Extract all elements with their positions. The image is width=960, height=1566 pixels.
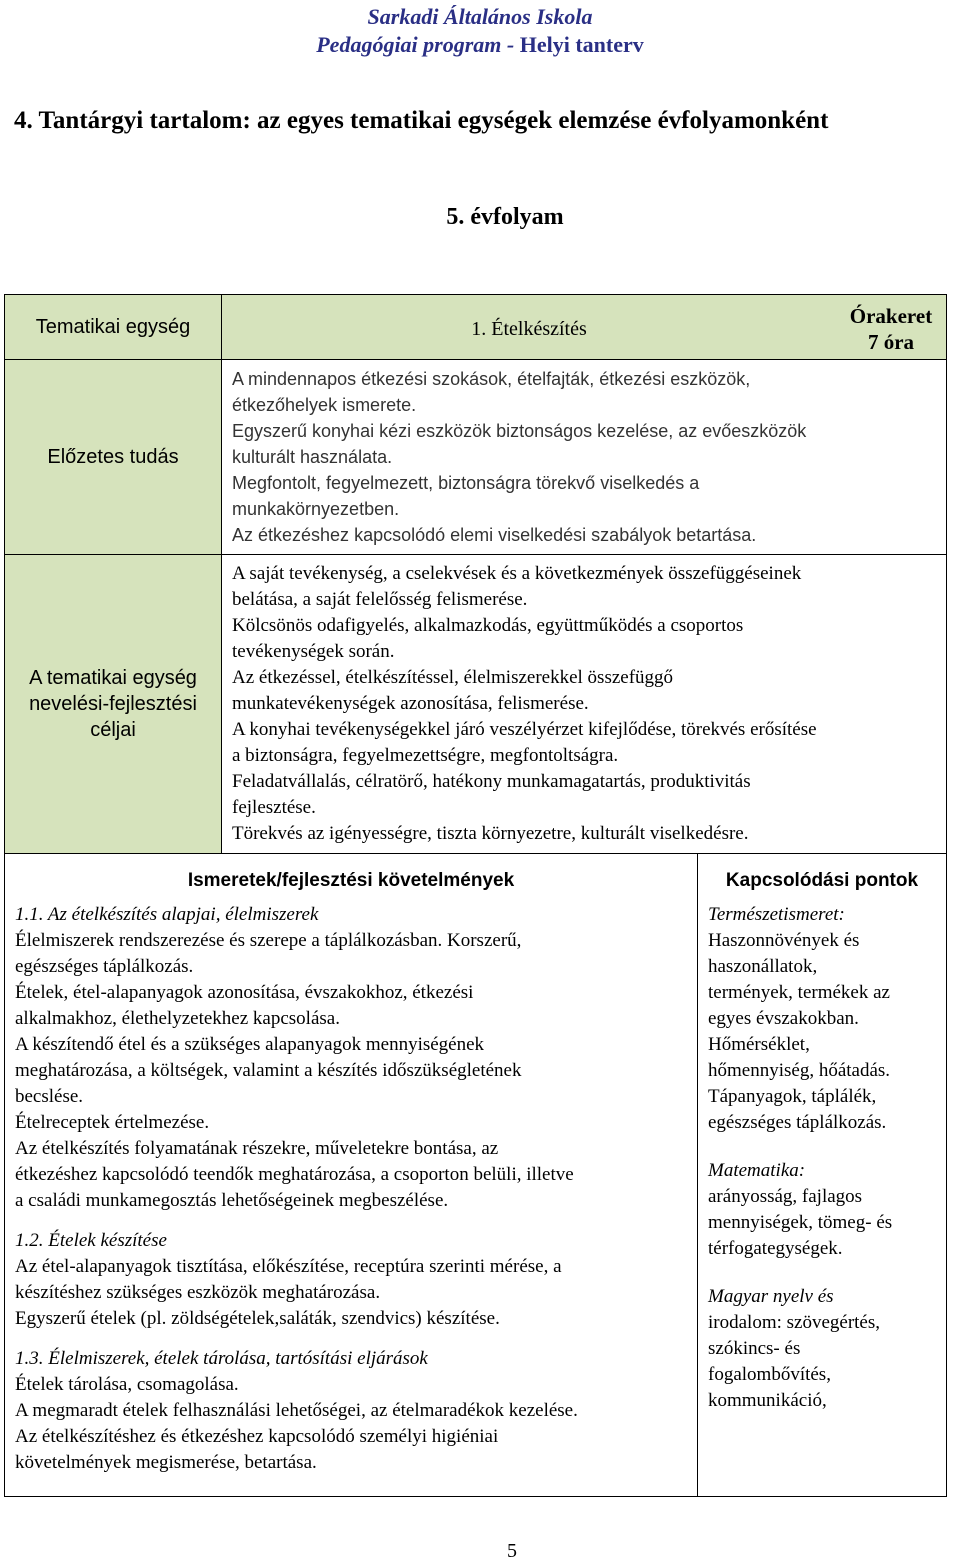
link-block-title: Természetismeret: (708, 904, 845, 925)
link-line: irodalom: szövegértés, (708, 1312, 881, 1333)
prior-line: Megfontolt, fegyelmezett, biztonságra törekvő viselkedés a (232, 473, 700, 493)
link-line: szókincs- és (708, 1338, 801, 1359)
link-line: egyes évszakokban. (708, 1008, 859, 1029)
requirement-block-title: 1.3. Élelmiszerek, ételek tárolása, tartósítási eljárások (15, 1348, 428, 1369)
requirement-line: alkalmakhoz, élethelyzetekhez kapcsolása. (15, 1008, 340, 1029)
requirement-block-title: 1.2. Ételek készítése (15, 1230, 167, 1251)
link-line: Tápanyagok, táplálék, (708, 1086, 877, 1107)
hours-value: 7 óra (867, 330, 915, 354)
goal-line: tevékenységek során. (232, 641, 395, 662)
requirement-block (15, 1228, 687, 1332)
requirement-line: Az ételkészítéshez és étkezéshez kapcsolódó személyi higiéniai (15, 1426, 499, 1447)
link-line: hőmennyiség, hőátadás. (708, 1060, 891, 1081)
prior-line: étkezőhelyek ismerete. (232, 395, 417, 415)
goal-line: A saját tevékenység, a cselekvések és a következmények összefüggéseinek (232, 563, 802, 584)
requirement-line: egészséges táplálkozás. (15, 956, 194, 977)
requirement-line: Élelmiszerek rendszerezése és szerepe a táplálkozásban. Korszerű, (15, 930, 522, 951)
unit-label: Tematikai egység (5, 295, 222, 360)
goal-line: Az étkezéssel, ételkészítéssel, élelmiszerekkel összefüggő (232, 667, 674, 688)
unit-row (5, 295, 947, 360)
goal-line: a biztonságra, fegyelmezettségre, megfontoltságra. (232, 745, 619, 766)
requirement-line: Egyszerű ételek (pl. zöldségételek,saláták, szendvics) készítése. (15, 1308, 500, 1329)
requirement-block (15, 902, 687, 1214)
link-line: Haszonnövények és (708, 930, 860, 951)
section-title: 4. Tantárgyi tartalom: az egyes tematikai egységek elemzése évfolyamonként (14, 107, 829, 134)
unit-title: 1. Ételkészítés (471, 318, 587, 340)
goals-content (222, 555, 947, 854)
requirement-line: Ételek, étel-alapanyagok azonosítása, évszakokhoz, étkezési (15, 982, 474, 1003)
goal-line: munkatevékenységek azonosítása, felismerése. (232, 693, 589, 714)
link-line: haszonállatok, (708, 956, 818, 977)
page-number: 5 (507, 1540, 517, 1562)
requirement-line: a családi munkamegosztás lehetőségeinek megbeszélése. (15, 1190, 449, 1211)
prior-line: Az étkezéshez kapcsolódó elemi viselkedési szabályok betartása. (232, 525, 757, 545)
unit-title-cell (222, 295, 947, 360)
grade-title: 5. évfolyam (446, 204, 564, 230)
prior-line: A mindennapos étkezési szokások, ételfajták, étkezési eszközök, (232, 369, 751, 389)
prior-label: Előzetes tudás (5, 360, 222, 555)
links-content (698, 900, 947, 1497)
link-block (708, 1284, 938, 1414)
school-name: Sarkadi Általános Iskola (367, 4, 593, 29)
link-line: mennyiségek, tömeg- és (708, 1212, 893, 1233)
goals-label-line: céljai (90, 719, 136, 741)
req-header-row (5, 854, 947, 901)
program-title (0, 32, 960, 58)
hours-label: Órakeret (849, 304, 933, 328)
link-line: Hőmérséklet, (708, 1034, 810, 1055)
program-title-rest: Helyi tanterv (514, 32, 644, 57)
goal-line: Törekvés az igényességre, tiszta környezetre, kulturált viselkedésre. (232, 823, 749, 844)
requirement-line: meghatározása, a költségek, valamint a készítés időszükségletének (15, 1060, 522, 1081)
goal-line: Feladatvállalás, célratörő, hatékony munkamagatartás, produktivitás (232, 771, 751, 792)
goals-row (5, 555, 947, 854)
goal-line: Kölcsönös odafigyelés, alkalmazkodás, együttműködés a csoportos (232, 615, 744, 636)
link-line: termények, termékek az (708, 982, 890, 1003)
goals-label-line: nevelési-fejlesztési (29, 693, 197, 715)
link-block-title: Matematika: (708, 1160, 806, 1181)
link-line: arányosság, fajlagos (708, 1186, 863, 1207)
goal-line: belátása, a saját felelősség felismerése. (232, 589, 528, 610)
links-header: Kapcsolódási pontok (698, 854, 947, 901)
requirement-line: Az ételkészítés folyamatának részekre, műveletekre bontása, az (15, 1138, 499, 1159)
prior-line: munkakörnyezetben. (232, 499, 400, 519)
link-line: fogalombővítés, (708, 1364, 831, 1385)
requirement-line: Ételek tárolása, csomagolása. (15, 1374, 239, 1395)
hours-box (836, 299, 946, 355)
curriculum-table (4, 294, 947, 1497)
requirement-line: becslése. (15, 1086, 84, 1107)
link-line: térfogategységek. (708, 1238, 843, 1259)
req-content (5, 900, 698, 1497)
prior-content (222, 360, 947, 555)
prior-line: Egyszerű konyhai kézi eszközök biztonságos kezelése, az evőeszközök (232, 421, 807, 441)
prior-row (5, 360, 947, 555)
requirement-block-title: 1.1. Az ételkészítés alapjai, élelmiszerek (15, 904, 319, 925)
prior-line: kulturált használata. (232, 447, 393, 467)
requirement-line: Ételreceptek értelmezése. (15, 1112, 210, 1133)
goals-label-line: A tematikai egység (29, 667, 197, 689)
link-block (708, 902, 938, 1136)
goal-line: A konyhai tevékenységekkel járó veszélyérzet kifejlődése, törekvés erősítése (232, 719, 817, 740)
req-header: Ismeretek/fejlesztési követelmények (5, 854, 698, 901)
requirement-line: készítéshez szükséges eszközök meghatározása. (15, 1282, 381, 1303)
goals-label (5, 555, 222, 854)
req-content-row (5, 900, 947, 1497)
requirement-block (15, 1346, 687, 1476)
requirement-line: A készítendő étel és a szükséges alapanyagok mennyiségének (15, 1034, 485, 1055)
link-line: kommunikáció, (708, 1390, 827, 1411)
requirement-line: A megmaradt ételek felhasználási lehetőségei, az ételmaradékok kezelése. (15, 1400, 578, 1421)
goal-line: fejlesztése. (232, 797, 316, 818)
link-block (708, 1158, 938, 1262)
link-line: egészséges táplálkozás. (708, 1112, 887, 1133)
requirement-line: Az étel-alapanyagok tisztítása, előkészítése, receptúra szerinti mérése, a (15, 1256, 562, 1277)
link-block-title: Magyar nyelv és (708, 1286, 834, 1307)
requirement-line: étkezéshez kapcsolódó teendők meghatározása, a csoporton belüli, illetve (15, 1164, 574, 1185)
program-title-italic: Pedagógiai program - (316, 32, 515, 57)
requirement-line: követelmények megismerése, betartása. (15, 1452, 317, 1473)
